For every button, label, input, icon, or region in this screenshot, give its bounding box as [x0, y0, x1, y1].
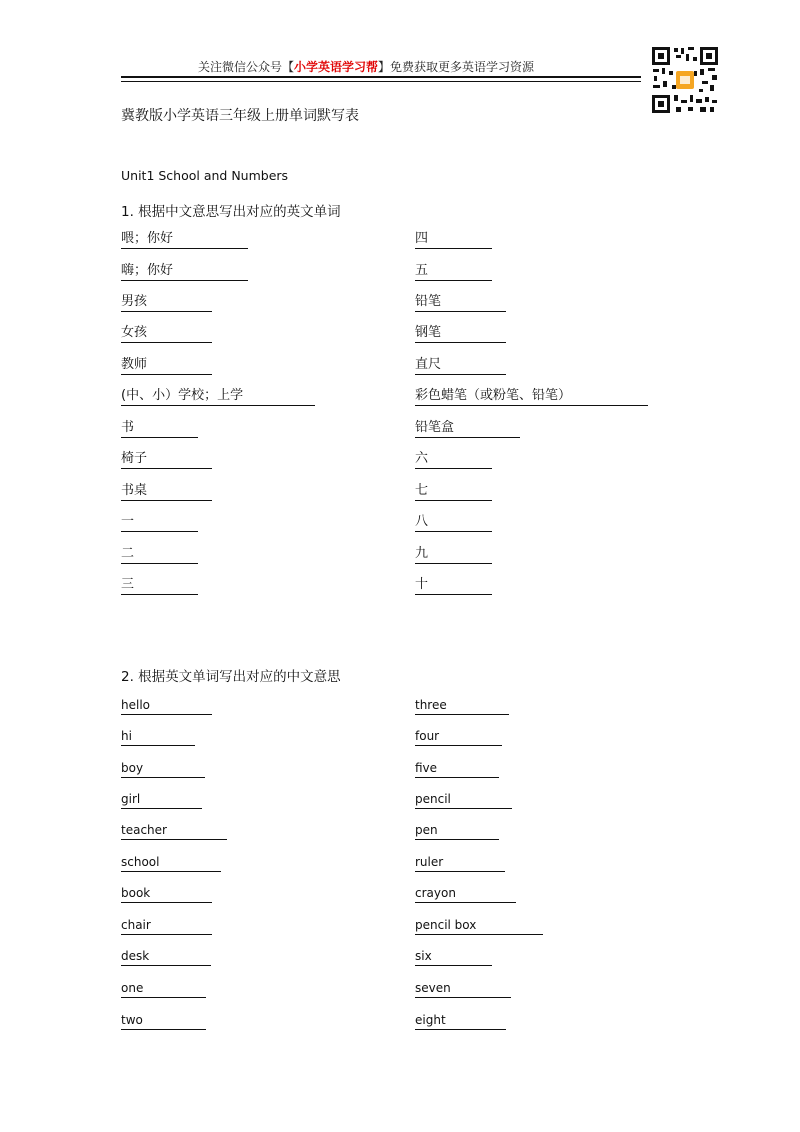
list-item: desk	[121, 948, 211, 966]
list-item: pencil	[415, 791, 512, 809]
page-title: 冀教版小学英语三年级上册单词默写表	[121, 108, 359, 124]
list-item: 钢笔	[415, 325, 506, 343]
list-item: ruler	[415, 854, 505, 872]
list-item: two	[121, 1012, 206, 1030]
list-item: (中、小）学校；上学	[121, 388, 315, 406]
list-item: 十	[415, 577, 492, 595]
list-item: 铅笔	[415, 294, 506, 312]
list-item: 二	[121, 546, 198, 564]
list-item: three	[415, 697, 509, 715]
list-item: pen	[415, 822, 499, 840]
list-item: 男孩	[121, 294, 212, 312]
list-item: 六	[415, 451, 492, 469]
list-item: crayon	[415, 885, 516, 903]
list-item: chair	[121, 917, 212, 935]
list-item: 书	[121, 420, 198, 438]
list-item: 喂；你好	[121, 231, 248, 249]
header-rule-thin	[121, 81, 641, 82]
list-item: 一	[121, 514, 198, 532]
list-item: seven	[415, 980, 511, 998]
list-item: 四	[415, 231, 492, 249]
header-highlight: 小学英语学习帮	[293, 60, 378, 74]
list-item: girl	[121, 791, 202, 809]
list-item: one	[121, 980, 206, 998]
list-item: 九	[415, 546, 492, 564]
list-item: 三	[121, 577, 198, 595]
list-item: four	[415, 728, 502, 746]
list-item: school	[121, 854, 221, 872]
header-banner	[121, 58, 611, 75]
section2-title: 2. 根据英文单词写出对应的中文意思	[121, 669, 341, 685]
unit-title: Unit1 School and Numbers	[121, 168, 289, 183]
list-item: 七	[415, 483, 492, 501]
list-item: hi	[121, 728, 195, 746]
list-item: teacher	[121, 822, 227, 840]
list-item: eight	[415, 1012, 506, 1030]
list-item: 直尺	[415, 357, 506, 375]
list-item: book	[121, 885, 212, 903]
list-item: 彩色蜡笔（或粉笔、铅笔）	[415, 388, 648, 406]
list-item: six	[415, 948, 492, 966]
header-suffix: 】免费获取更多英语学习资源	[378, 60, 535, 74]
list-item: 教师	[121, 357, 212, 375]
list-item: five	[415, 760, 499, 778]
list-item: 铅笔盒	[415, 420, 520, 438]
list-item: 五	[415, 263, 492, 281]
section1-title: 1. 根据中文意思写出对应的英文单词	[121, 204, 341, 220]
list-item: 书桌	[121, 483, 212, 501]
list-item: 椅子	[121, 451, 212, 469]
list-item: hello	[121, 697, 212, 715]
list-item: 八	[415, 514, 492, 532]
header-prefix: 关注微信公众号【	[197, 60, 294, 74]
list-item: boy	[121, 760, 205, 778]
qr-code-icon	[650, 45, 720, 115]
header-rule-thick	[121, 76, 641, 78]
list-item: 嗨；你好	[121, 263, 248, 281]
list-item: 女孩	[121, 325, 212, 343]
list-item: pencil box	[415, 917, 543, 935]
